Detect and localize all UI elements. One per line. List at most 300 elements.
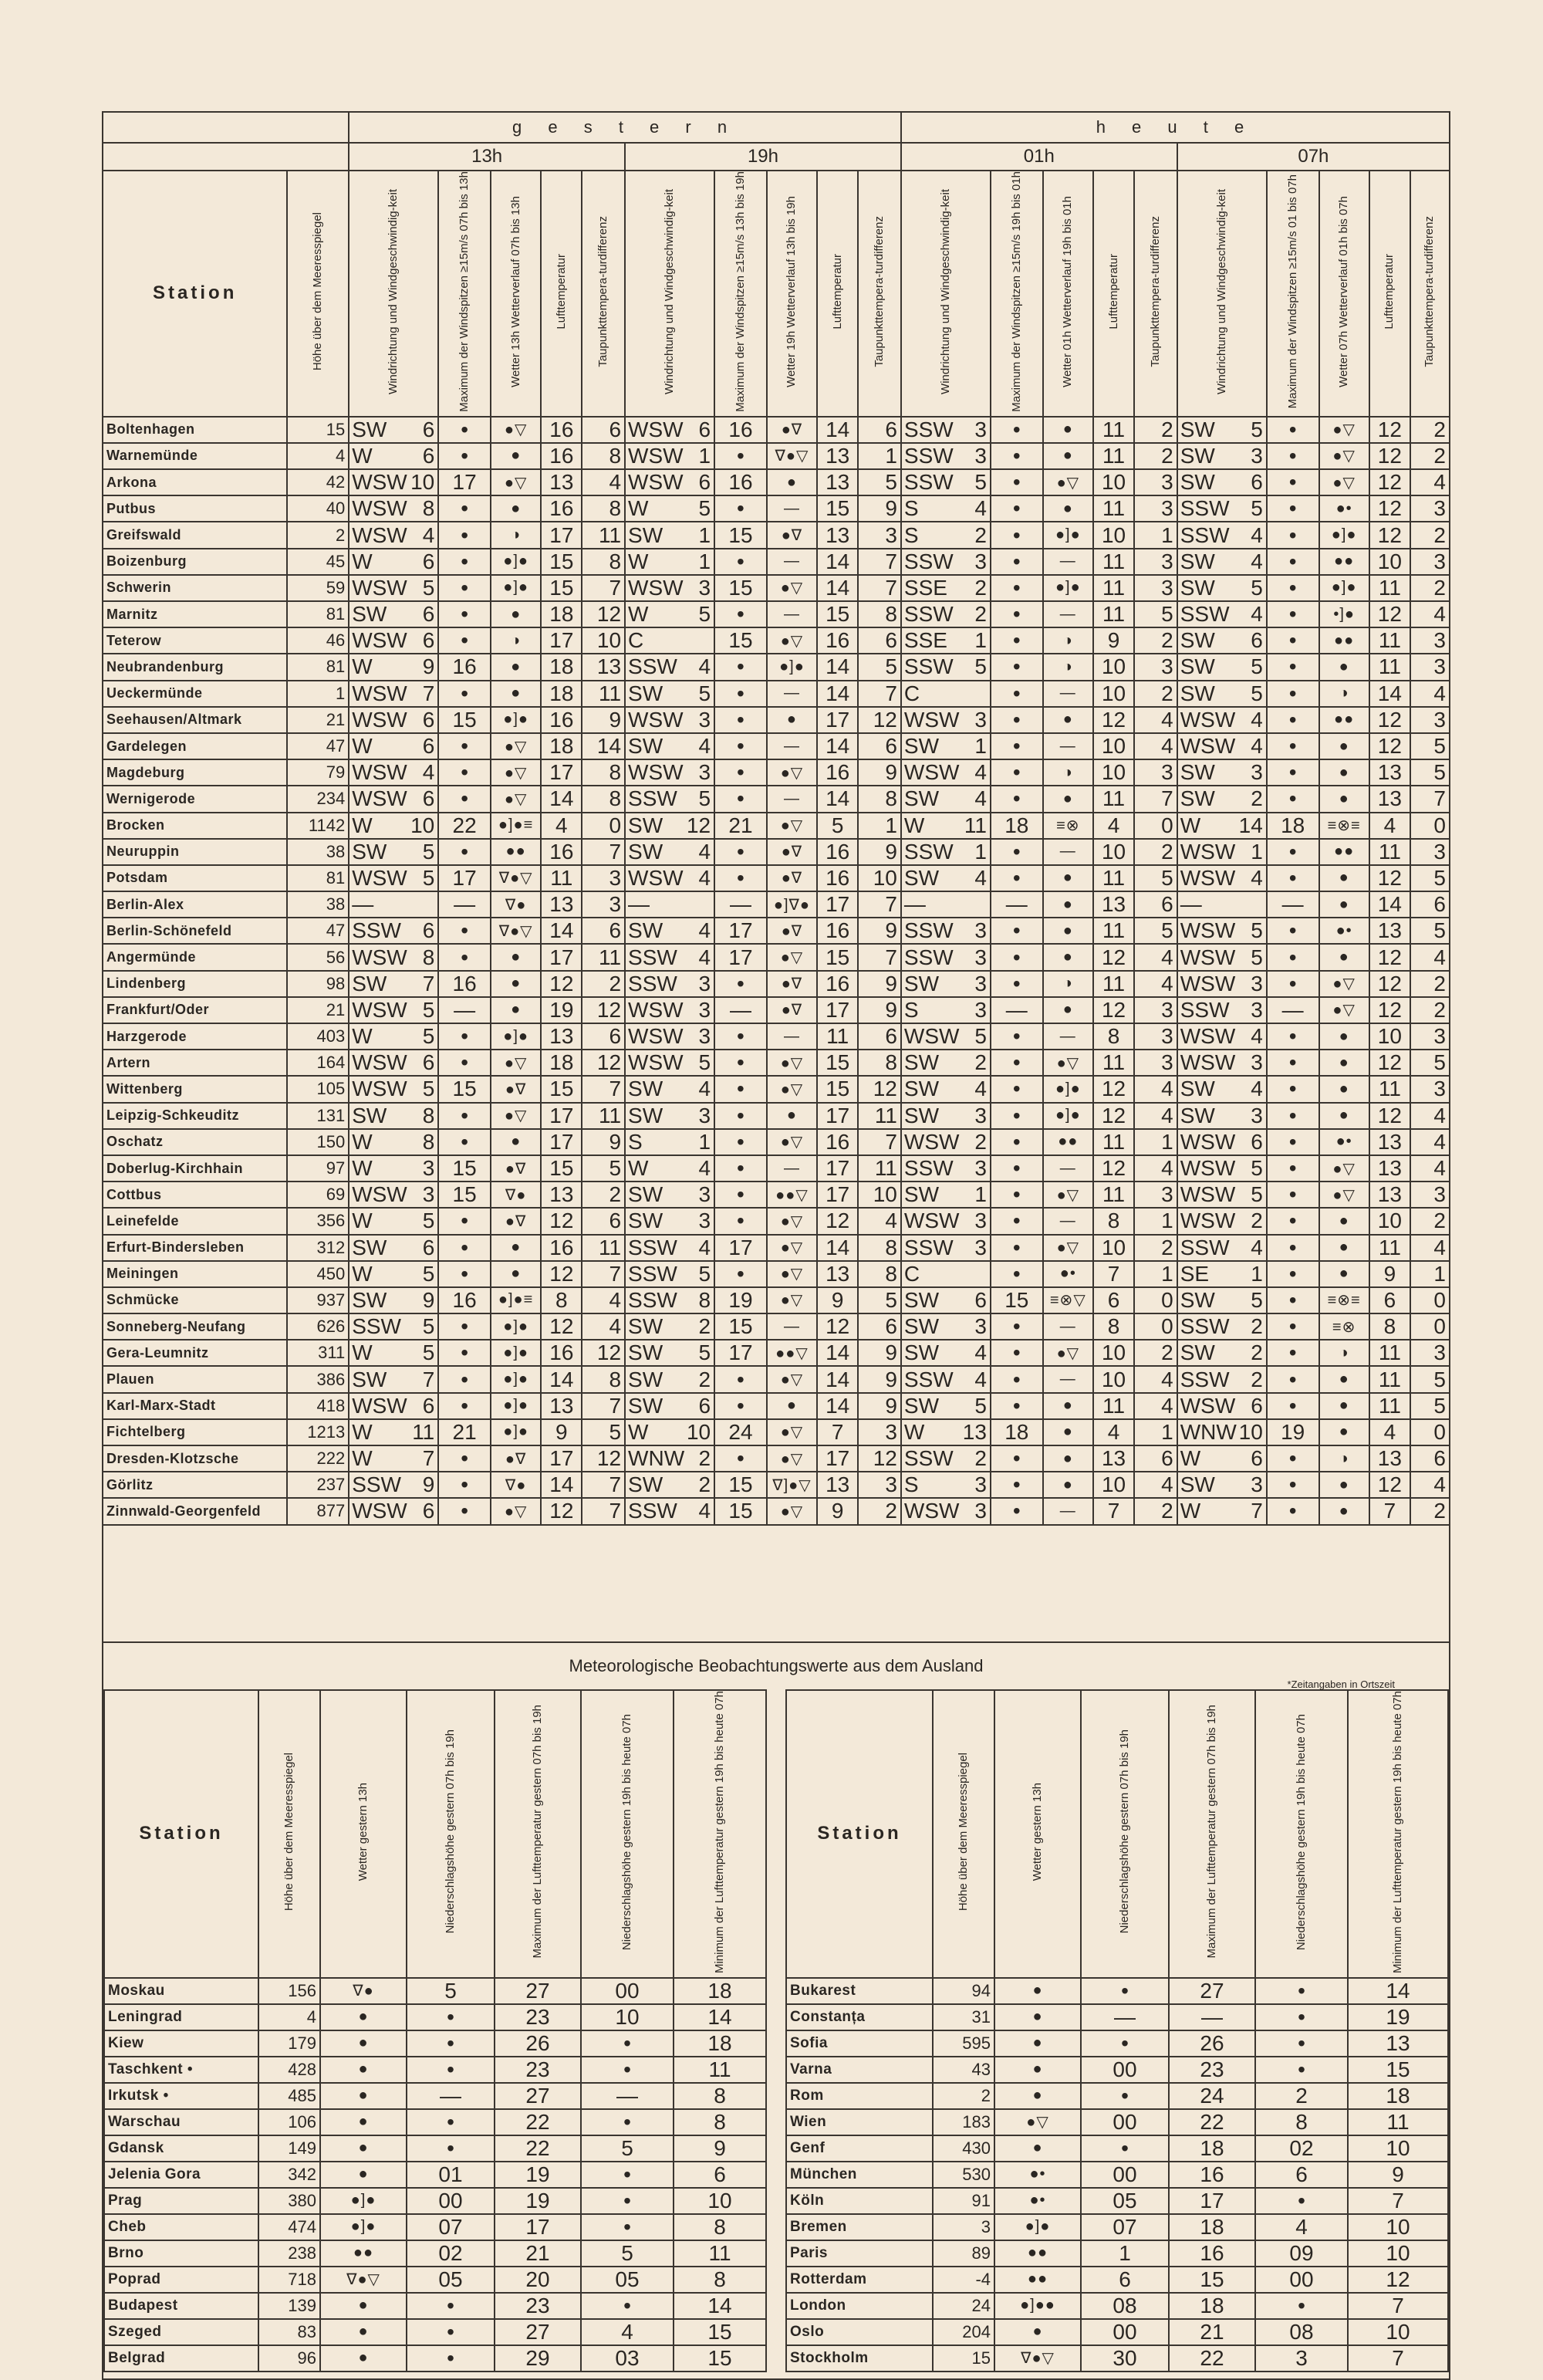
wind-direction: WSW xyxy=(1180,734,1236,759)
wind-direction: SSE xyxy=(903,628,947,653)
table-cell: 23 xyxy=(495,2004,581,2030)
table-cell: 2 xyxy=(1410,443,1450,469)
table-cell: 11 xyxy=(1093,865,1134,891)
wind-cell xyxy=(901,1261,991,1287)
a-col-station: Station xyxy=(104,1690,258,1978)
table-cell: 4 xyxy=(1134,733,1177,759)
station-name: Erfurt-Bindersleben xyxy=(103,1235,287,1261)
table-cell: — xyxy=(1043,1366,1093,1392)
wind-direction: SW xyxy=(1180,628,1215,653)
col-wind-13: Windrichtung und Windgeschwindig-keit xyxy=(387,188,400,394)
inland-table xyxy=(102,111,1450,1526)
wind-direction: — xyxy=(352,892,374,917)
wind-cell xyxy=(349,1366,438,1392)
table-cell: 12 xyxy=(858,1445,901,1472)
table-cell: 13 xyxy=(1369,1445,1410,1472)
wind-speed: 6 xyxy=(422,1393,435,1418)
wind-cell xyxy=(1177,549,1267,575)
wind-direction: WSW xyxy=(1180,839,1236,864)
table-cell: ●∇ xyxy=(767,997,817,1023)
wind-speed: 2 xyxy=(1251,1314,1263,1339)
table-cell: ◑ xyxy=(1319,1445,1369,1472)
table-cell: • xyxy=(714,839,767,865)
wind-cell xyxy=(1177,1129,1267,1155)
wind-speed: 8 xyxy=(422,945,435,969)
wind-cell xyxy=(625,1287,714,1313)
table-cell: 12 xyxy=(1369,469,1410,495)
wind-speed: 5 xyxy=(698,681,711,705)
wind-cell xyxy=(625,997,714,1023)
table-cell: 24 xyxy=(933,2293,994,2319)
wind-cell xyxy=(901,865,991,891)
wind-direction: WSW xyxy=(1180,865,1236,890)
table-cell: 21 xyxy=(714,813,767,839)
table-cell: 12 xyxy=(541,1208,582,1234)
wind-speed: 6 xyxy=(698,417,711,441)
wind-cell xyxy=(625,865,714,891)
table-cell: 17 xyxy=(817,1155,858,1182)
table-cell: 3 xyxy=(1134,759,1177,786)
station-name: Constanța xyxy=(786,2004,933,2030)
table-cell: — xyxy=(581,2083,674,2109)
wind-direction: SSW xyxy=(628,786,677,811)
table-cell: • xyxy=(714,1261,767,1287)
wind-cell xyxy=(901,522,991,548)
table-cell: • xyxy=(1267,1050,1319,1076)
table-cell: ● xyxy=(491,1129,541,1155)
wind-speed: 9 xyxy=(422,1472,435,1497)
wind-speed: 4 xyxy=(974,1340,987,1365)
wind-cell xyxy=(1177,1419,1267,1445)
table-cell: ● xyxy=(1043,1393,1093,1419)
wind-cell xyxy=(625,1103,714,1129)
wind-speed: 5 xyxy=(422,1340,435,1365)
table-cell: • xyxy=(991,443,1043,469)
col-max-13: Maximum der Windspitzen ≥15m/s 07h bis 13h xyxy=(457,171,471,412)
b-col-nied2: Niederschlagshöhe gestern 19h bis heute 07h xyxy=(1295,1713,1308,1950)
table-cell: • xyxy=(714,1129,767,1155)
ausland-title: Meteorologische Beobachtungswerte aus dem Ausland xyxy=(569,1655,984,1675)
wind-direction: SW xyxy=(1180,443,1215,468)
wind-speed: 3 xyxy=(974,971,987,996)
table-cell: 16 xyxy=(541,417,582,443)
table-cell: • xyxy=(714,1393,767,1419)
wind-speed: 9 xyxy=(422,654,435,679)
table-cell: ● xyxy=(491,654,541,680)
table-cell: • xyxy=(991,417,1043,443)
wind-direction: W xyxy=(352,654,373,679)
table-cell: 418 xyxy=(287,1393,349,1419)
table-cell: 31 xyxy=(933,2004,994,2030)
wind-direction: SW xyxy=(903,734,939,759)
table-cell: • xyxy=(991,522,1043,548)
table-cell: 7 xyxy=(858,681,901,707)
table-cell: 6 xyxy=(1255,2162,1348,2188)
station-name: Leinefelde xyxy=(103,1208,287,1234)
header-07h: 07h xyxy=(1177,143,1450,171)
table-cell: 17 xyxy=(817,891,858,918)
wind-speed: 3 xyxy=(698,997,711,1022)
wind-cell xyxy=(349,1155,438,1182)
table-cell: • xyxy=(1267,1287,1319,1313)
wind-speed: 12 xyxy=(686,813,711,837)
wind-cell xyxy=(1177,707,1267,733)
wind-speed: 5 xyxy=(422,1209,435,1233)
wind-direction: SSW xyxy=(352,1472,401,1497)
table-cell: ● xyxy=(994,1978,1081,2004)
table-cell: 14 xyxy=(817,1340,858,1366)
wind-speed: 3 xyxy=(974,1235,987,1259)
wind-cell xyxy=(349,813,438,839)
table-cell: ● xyxy=(320,2319,407,2345)
table-cell: • xyxy=(714,759,767,786)
col-tau-13: Taupunkttempera-turdifferenz xyxy=(596,216,610,367)
table-cell: • xyxy=(407,2293,495,2319)
wind-speed: 2 xyxy=(974,522,987,547)
wind-cell xyxy=(1177,786,1267,812)
wind-speed: 4 xyxy=(698,918,711,943)
table-cell: 2 xyxy=(1134,627,1177,654)
table-cell: 10 xyxy=(1093,1340,1134,1366)
table-cell: 11 xyxy=(1093,417,1134,443)
station-row xyxy=(103,839,1450,865)
wind-cell xyxy=(901,997,991,1023)
station-name: Schmücke xyxy=(103,1287,287,1313)
col-temp-13: Lufttemperatur xyxy=(554,254,568,330)
table-cell: — xyxy=(1043,1313,1093,1340)
ausland-section xyxy=(102,1643,1450,2380)
table-cell: 6 xyxy=(1093,1287,1134,1313)
wind-direction: SW xyxy=(628,734,663,759)
table-cell: 5 xyxy=(1134,601,1177,627)
wind-speed: 5 xyxy=(422,1261,435,1286)
wind-speed: 4 xyxy=(1251,522,1263,547)
table-cell: • xyxy=(1267,549,1319,575)
wind-cell xyxy=(1177,944,1267,970)
table-cell: • xyxy=(438,918,491,944)
table-cell: ∇● xyxy=(491,1472,541,1498)
table-cell: ●]●● xyxy=(994,2293,1081,2319)
wind-cell xyxy=(1177,443,1267,469)
wind-direction: SSW xyxy=(903,654,954,679)
table-cell: ●▽ xyxy=(491,786,541,812)
wind-cell xyxy=(1177,1103,1267,1129)
wind-cell xyxy=(901,1208,991,1234)
station-row xyxy=(103,865,1450,891)
table-cell: 9 xyxy=(858,1340,901,1366)
table-cell: 13 xyxy=(541,891,582,918)
wind-direction: SW xyxy=(903,1050,939,1075)
table-cell: • xyxy=(438,1261,491,1287)
table-cell: ●]● xyxy=(491,1366,541,1392)
table-cell: ●]● xyxy=(1319,522,1369,548)
wind-direction: W xyxy=(352,1419,373,1444)
table-cell: • xyxy=(438,1340,491,1366)
table-cell: • xyxy=(714,1208,767,1234)
wind-direction: W xyxy=(352,813,373,837)
wind-direction: W xyxy=(1180,1446,1201,1471)
table-cell: 15 xyxy=(438,1155,491,1182)
station-name: Karl-Marx-Stadt xyxy=(103,1393,287,1419)
table-cell: ●▽ xyxy=(491,469,541,495)
col-tau-07: Taupunkttempera-turdifferenz xyxy=(1423,216,1437,367)
wind-speed: 5 xyxy=(1251,1182,1263,1207)
header-heute: h e u t e xyxy=(901,112,1450,143)
b-col-nied1: Niederschlagshöhe gestern 07h bis 19h xyxy=(1118,1729,1131,1934)
table-cell: — xyxy=(1267,891,1319,918)
table-cell: • xyxy=(714,601,767,627)
table-cell: 7 xyxy=(1134,786,1177,812)
station-name: Budapest xyxy=(104,2293,258,2319)
table-cell: • xyxy=(438,1313,491,1340)
table-cell: ●]● xyxy=(491,1313,541,1340)
table-cell: 81 xyxy=(287,865,349,891)
wind-direction: SW xyxy=(352,971,387,996)
wind-direction: W xyxy=(903,813,925,837)
station-row xyxy=(103,1235,1450,1261)
table-cell: ●▽ xyxy=(767,1261,817,1287)
wind-speed: 4 xyxy=(698,1156,711,1181)
table-cell: ●∇ xyxy=(767,522,817,548)
table-cell: 2 xyxy=(1134,1498,1177,1524)
table-cell: ● xyxy=(994,2057,1081,2083)
table-cell: 17 xyxy=(714,1235,767,1261)
wind-speed: 5 xyxy=(422,1077,435,1101)
table-cell: 18 xyxy=(541,681,582,707)
table-cell: 2 xyxy=(1410,971,1450,997)
wind-cell xyxy=(901,1129,991,1155)
table-cell: ●▽ xyxy=(767,1419,817,1445)
table-cell: ●▽ xyxy=(767,1076,817,1102)
col-max-07: Maximum der Windspitzen ≥15m/s 01 bis 07h xyxy=(1285,174,1299,409)
table-cell: 03 xyxy=(581,2345,674,2372)
wind-speed: 6 xyxy=(698,470,711,495)
wind-cell xyxy=(901,813,991,839)
table-cell: 12 xyxy=(1369,1050,1410,1076)
table-cell: 15 xyxy=(714,1472,767,1498)
wind-cell xyxy=(625,1340,714,1366)
wind-direction: SW xyxy=(1180,575,1215,600)
table-cell: 0 xyxy=(1410,1287,1450,1313)
table-cell: 13 xyxy=(817,522,858,548)
table-cell: 11 xyxy=(1093,971,1134,997)
wind-cell xyxy=(1177,1182,1267,1208)
wind-speed: 2 xyxy=(974,1129,987,1154)
wind-direction: WSW xyxy=(1180,1024,1236,1049)
table-cell: — xyxy=(438,997,491,1023)
wind-speed: 3 xyxy=(1251,1472,1263,1497)
station-name: Sonneberg-Neufang xyxy=(103,1313,287,1340)
wind-cell xyxy=(349,1472,438,1498)
wind-speed: 5 xyxy=(1251,575,1263,600)
table-cell: 430 xyxy=(933,2135,994,2162)
table-cell: ●▽ xyxy=(491,759,541,786)
table-cell: • xyxy=(1267,443,1319,469)
table-cell: — xyxy=(991,891,1043,918)
wind-speed: 3 xyxy=(1251,1103,1263,1127)
wind-cell xyxy=(625,1445,714,1472)
table-cell: • xyxy=(407,2345,495,2372)
table-cell: 3 xyxy=(1410,627,1450,654)
station-name: Marnitz xyxy=(103,601,287,627)
wind-speed: 3 xyxy=(974,1314,987,1339)
table-cell: 3 xyxy=(858,522,901,548)
table-cell: 17 xyxy=(817,1103,858,1129)
table-cell: ●● xyxy=(491,839,541,865)
wind-speed: 6 xyxy=(1251,628,1263,653)
wind-direction: WSW xyxy=(628,470,684,495)
table-cell: 8 xyxy=(858,601,901,627)
wind-cell xyxy=(625,654,714,680)
table-cell: 6 xyxy=(1134,1445,1177,1472)
wind-cell xyxy=(1177,1023,1267,1050)
table-cell: 11 xyxy=(858,1155,901,1182)
wind-speed: 1 xyxy=(974,734,987,759)
table-cell: 9 xyxy=(582,1129,625,1155)
table-cell: ●• xyxy=(1319,495,1369,522)
wind-direction: C xyxy=(903,681,920,705)
table-cell: 12 xyxy=(541,1261,582,1287)
table-cell: 0 xyxy=(1410,1419,1450,1445)
table-cell: • xyxy=(581,2162,674,2188)
table-cell: 12 xyxy=(1369,1472,1410,1498)
table-cell: • xyxy=(1267,944,1319,970)
table-cell: 16 xyxy=(714,469,767,495)
wind-cell xyxy=(901,707,991,733)
ausland-row xyxy=(104,2188,766,2214)
ausland-row xyxy=(786,2162,1448,2188)
table-cell: ● xyxy=(491,1235,541,1261)
table-cell: 12 xyxy=(1369,944,1410,970)
table-cell: 15 xyxy=(541,575,582,601)
wind-cell xyxy=(901,575,991,601)
table-cell: • xyxy=(1255,2030,1348,2057)
wind-cell xyxy=(349,1050,438,1076)
wind-speed: 4 xyxy=(698,839,711,864)
table-cell: ● xyxy=(994,2030,1081,2057)
wind-cell xyxy=(625,1261,714,1287)
table-cell: — xyxy=(407,2083,495,2109)
wind-speed: 6 xyxy=(422,628,435,653)
table-cell: — xyxy=(1043,1023,1093,1050)
table-cell: 12 xyxy=(582,997,625,1023)
table-cell: • xyxy=(1267,1393,1319,1419)
table-cell: 6 xyxy=(582,918,625,944)
wind-speed: 5 xyxy=(422,839,435,864)
table-cell: 6 xyxy=(582,1208,625,1234)
wind-cell xyxy=(349,575,438,601)
table-cell: 23 xyxy=(495,2293,581,2319)
table-cell: 12 xyxy=(541,1498,582,1524)
wind-direction: C xyxy=(628,628,644,653)
station-name: Neubrandenburg xyxy=(103,654,287,680)
b-col-hoehe: Höhe über dem Meeresspiegel xyxy=(957,1753,970,1912)
table-cell: ● xyxy=(1319,1419,1369,1445)
table-cell: 17 xyxy=(714,944,767,970)
table-cell: 59 xyxy=(287,575,349,601)
table-cell: ●∇ xyxy=(491,1076,541,1102)
table-cell: ●● xyxy=(1319,627,1369,654)
table-cell: • xyxy=(991,944,1043,970)
table-cell: 5 xyxy=(858,654,901,680)
table-cell: 6 xyxy=(858,417,901,443)
table-cell: — xyxy=(767,601,817,627)
wind-cell xyxy=(901,443,991,469)
wind-cell xyxy=(625,1050,714,1076)
wind-direction: WSW xyxy=(352,945,407,969)
table-cell: 15 xyxy=(438,1076,491,1102)
table-cell: — xyxy=(767,1155,817,1182)
table-cell: 4 xyxy=(581,2319,674,2345)
table-cell: 3 xyxy=(1134,1050,1177,1076)
station-row xyxy=(103,1445,1450,1472)
table-cell: ◑ xyxy=(491,522,541,548)
wind-cell xyxy=(901,549,991,575)
wind-direction: WSW xyxy=(352,760,407,785)
table-cell: • xyxy=(991,786,1043,812)
wind-cell xyxy=(901,918,991,944)
wind-cell xyxy=(901,1235,991,1261)
wind-cell xyxy=(349,1340,438,1366)
wind-direction: WSW xyxy=(352,1499,407,1523)
table-cell: 12 xyxy=(1093,997,1134,1023)
table-cell: 5 xyxy=(1134,865,1177,891)
table-cell: 13 xyxy=(541,1182,582,1208)
wind-speed: 2 xyxy=(1251,1367,1263,1391)
table-cell: 17 xyxy=(541,627,582,654)
table-cell: ●▽ xyxy=(767,1498,817,1524)
table-cell: 12 xyxy=(858,1076,901,1102)
header-01h: 01h xyxy=(901,143,1177,171)
table-cell: 27 xyxy=(495,1978,581,2004)
station-name: Cottbus xyxy=(103,1182,287,1208)
table-cell: • xyxy=(1267,1472,1319,1498)
wind-direction: SSW xyxy=(903,839,954,864)
wind-cell xyxy=(625,495,714,522)
wind-speed: 4 xyxy=(974,1367,987,1391)
table-cell: • xyxy=(1267,469,1319,495)
wind-speed: 2 xyxy=(698,1367,711,1391)
station-name: Harzgerode xyxy=(103,1023,287,1050)
table-cell: 11 xyxy=(1369,627,1410,654)
wind-direction: SW xyxy=(1180,549,1215,573)
table-cell: ●● xyxy=(1319,549,1369,575)
table-cell: • xyxy=(438,1393,491,1419)
wind-cell xyxy=(349,786,438,812)
wind-speed: 3 xyxy=(974,997,987,1022)
wind-direction: SSW xyxy=(1180,522,1230,547)
table-cell: 9 xyxy=(858,1366,901,1392)
table-cell: 10 xyxy=(1093,759,1134,786)
table-cell: 12 xyxy=(1369,733,1410,759)
wind-cell xyxy=(625,681,714,707)
table-cell: 3 xyxy=(1410,549,1450,575)
table-cell: ● xyxy=(491,681,541,707)
table-cell: 10 xyxy=(582,627,625,654)
ausland-row xyxy=(104,2109,766,2135)
wind-cell xyxy=(349,839,438,865)
wind-direction: SSW xyxy=(628,654,677,679)
ausland-row xyxy=(104,2083,766,2109)
table-cell: • xyxy=(1267,1313,1319,1340)
table-cell: ●]● xyxy=(1043,575,1093,601)
wind-direction: W xyxy=(352,1209,373,1233)
wind-direction: W xyxy=(352,549,373,573)
table-cell: 8 xyxy=(582,1366,625,1392)
table-cell: ● xyxy=(1043,443,1093,469)
table-cell: 22 xyxy=(495,2109,581,2135)
station-name: Ueckermünde xyxy=(103,681,287,707)
